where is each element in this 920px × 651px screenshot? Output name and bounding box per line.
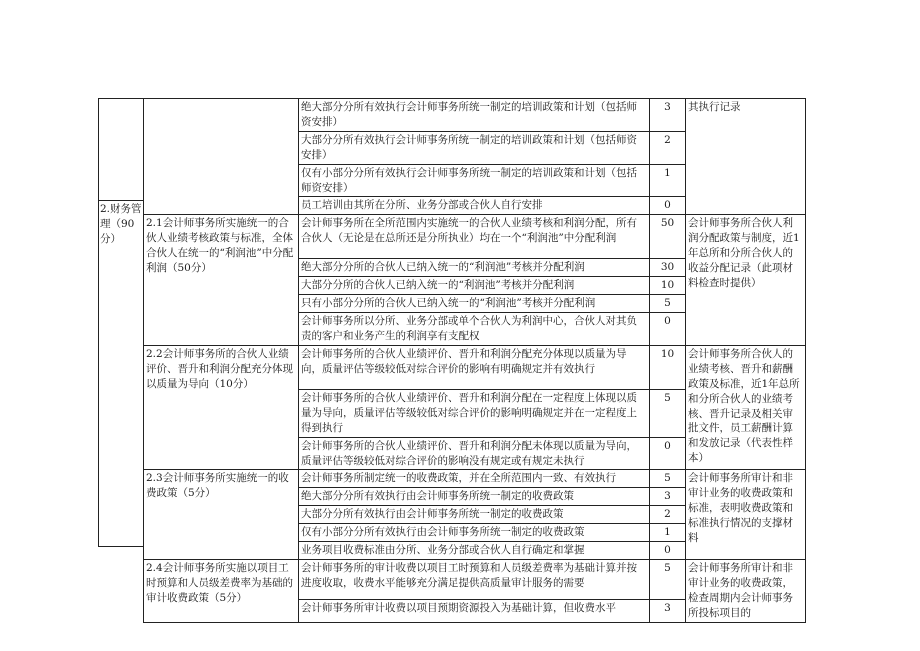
evidence-cell: 会计师事务所审计和非审计业务的收费政策和标准，表明收费政策和标准执行情况的支撑材料 bbox=[686, 470, 806, 560]
score-cell: 2 bbox=[650, 506, 686, 524]
criterion-text: 只有小部分分所的合伙人已纳入统一的“利润池”考核并分配利润 bbox=[299, 295, 650, 313]
table-row bbox=[144, 99, 806, 132]
criterion-text: 绝大部分分所的合伙人已纳入统一的“利润池”考核并分配利润 bbox=[299, 259, 650, 277]
category-label: 2.财务管理（90分） bbox=[100, 203, 142, 245]
criterion-text: 大部分分所有效执行会计师事务所统一制定的培训政策和计划（包括师资安排） bbox=[299, 131, 650, 164]
evaluation-table bbox=[143, 98, 806, 623]
table-row bbox=[144, 559, 806, 600]
criterion-text: 仅有小部分分所有效执行由会计师事务所统一制定的收费政策 bbox=[299, 524, 650, 542]
criterion-text: 业务项目收费标准由分所、业务分部或合伙人自行确定和掌握 bbox=[299, 542, 650, 560]
criterion-text: 会计师事务所的审计收费以项目工时预算和人员级差费率为基础计算并按进度收取，收费水平能够充分满足提供高质量审计服务的需要 bbox=[299, 559, 650, 600]
score-cell: 5 bbox=[650, 559, 686, 600]
criterion-text: 大部分分所的合伙人已纳入统一的“利润池”考核并分配利润 bbox=[299, 277, 650, 295]
score-cell: 0 bbox=[650, 197, 686, 215]
category-separator bbox=[99, 200, 144, 201]
table-row bbox=[144, 215, 806, 259]
table-row bbox=[144, 345, 806, 389]
score-cell: 3 bbox=[650, 99, 686, 132]
section-title-2-3: 2.3会计师事务所实施统一的收费政策（5分） bbox=[144, 470, 299, 560]
criterion-text: 仅有小部分分所有效执行会计师事务所统一制定的培训政策和计划（包括师资安排） bbox=[299, 164, 650, 197]
criterion-text: 会计师事务所以分所、业务分部或单个合伙人为利润中心，合伙人对其负责的客户和业务产生的利润享有支配权 bbox=[299, 313, 650, 346]
table-row bbox=[144, 470, 806, 488]
score-cell: 0 bbox=[650, 542, 686, 560]
score-cell: 0 bbox=[650, 313, 686, 346]
score-cell: 10 bbox=[650, 277, 686, 295]
section-title-2-2: 2.2会计师事务所的合伙人业绩评价、晋升和利润分配充分体现以质量为导向（10分） bbox=[144, 345, 299, 470]
criterion-text: 会计师事务所的合伙人业绩评价、晋升和利润分配充分体现以质量为导向，质量评估等级较低对综合评价的影响有明确规定并有效执行 bbox=[299, 345, 650, 389]
score-cell: 3 bbox=[650, 600, 686, 622]
score-cell: 30 bbox=[650, 259, 686, 277]
score-cell: 0 bbox=[650, 437, 686, 470]
score-cell: 1 bbox=[650, 164, 686, 197]
category-column-border bbox=[98, 98, 143, 547]
section-title-2-1: 2.1会计师事务所实施统一的合伙人业绩考核政策与标准，全体合伙人在统一的“利润池”中分配利润（50分） bbox=[144, 215, 299, 346]
score-cell: 5 bbox=[650, 470, 686, 488]
score-cell: 2 bbox=[650, 131, 686, 164]
evidence-cell: 会计师事务所合伙人的业绩考核、晋升和薪酬政策及标准，近1年总所和分所合伙人的业绩考核、晋升记录及相关审批文件，员工薪酬计算和发放记录（代表性样本） bbox=[686, 345, 806, 470]
evidence-cell: 会计师事务所合伙人利润分配政策与制度，近1年总所和分所合伙人的收益分配记录（此项材料检查时提供） bbox=[686, 215, 806, 346]
score-cell: 5 bbox=[650, 389, 686, 437]
criterion-text: 员工培训由其所在分所、业务分部或合伙人自行安排 bbox=[299, 197, 650, 215]
criterion-text: 绝大部分分所有效执行由会计师事务所统一制定的收费政策 bbox=[299, 488, 650, 506]
evidence-cell: 其执行记录 bbox=[686, 99, 806, 215]
criterion-text: 绝大部分分所有效执行会计师事务所统一制定的培训政策和计划（包括师资安排） bbox=[299, 99, 650, 132]
score-cell: 3 bbox=[650, 488, 686, 506]
score-cell: 10 bbox=[650, 345, 686, 389]
criterion-text: 大部分分所有效执行由会计师事务所统一制定的收费政策 bbox=[299, 506, 650, 524]
criterion-text: 会计师事务所的合伙人业绩评价、晋升和利润分配未体现以质量为导向，质量评估等级较低对综合评价的影响没有规定或有规定未执行 bbox=[299, 437, 650, 470]
score-cell: 50 bbox=[650, 215, 686, 259]
section-title-2-4: 2.4会计师事务所实施以项目工时预算和人员级差费率为基础的审计收费政策（5分） bbox=[144, 559, 299, 622]
evidence-cell: 会计师事务所审计和非审计业务的收费政策，检查周期内会计师事务所投标项目的 bbox=[686, 559, 806, 622]
score-cell: 1 bbox=[650, 524, 686, 542]
section-title-blank bbox=[144, 99, 299, 215]
criterion-text: 会计师事务所在全所范围内实施统一的合伙人业绩考核和利润分配，所有合伙人（无论是在总所还是分所执业）均在一个“利润池”中分配利润 bbox=[299, 215, 650, 259]
criterion-text: 会计师事务所制定统一的收费政策，并在全所范围内一致、有效执行 bbox=[299, 470, 650, 488]
criterion-text: 会计师事务所的合伙人业绩评价、晋升和利润分配在一定程度上体现以质量为导向，质量评估等级较低对综合评价的影响明确规定并在一定程度上得到执行 bbox=[299, 389, 650, 437]
criterion-text: 会计师事务所审计收费以项目预期资源投入为基础计算，但收费水平 bbox=[299, 600, 650, 622]
score-cell: 5 bbox=[650, 295, 686, 313]
